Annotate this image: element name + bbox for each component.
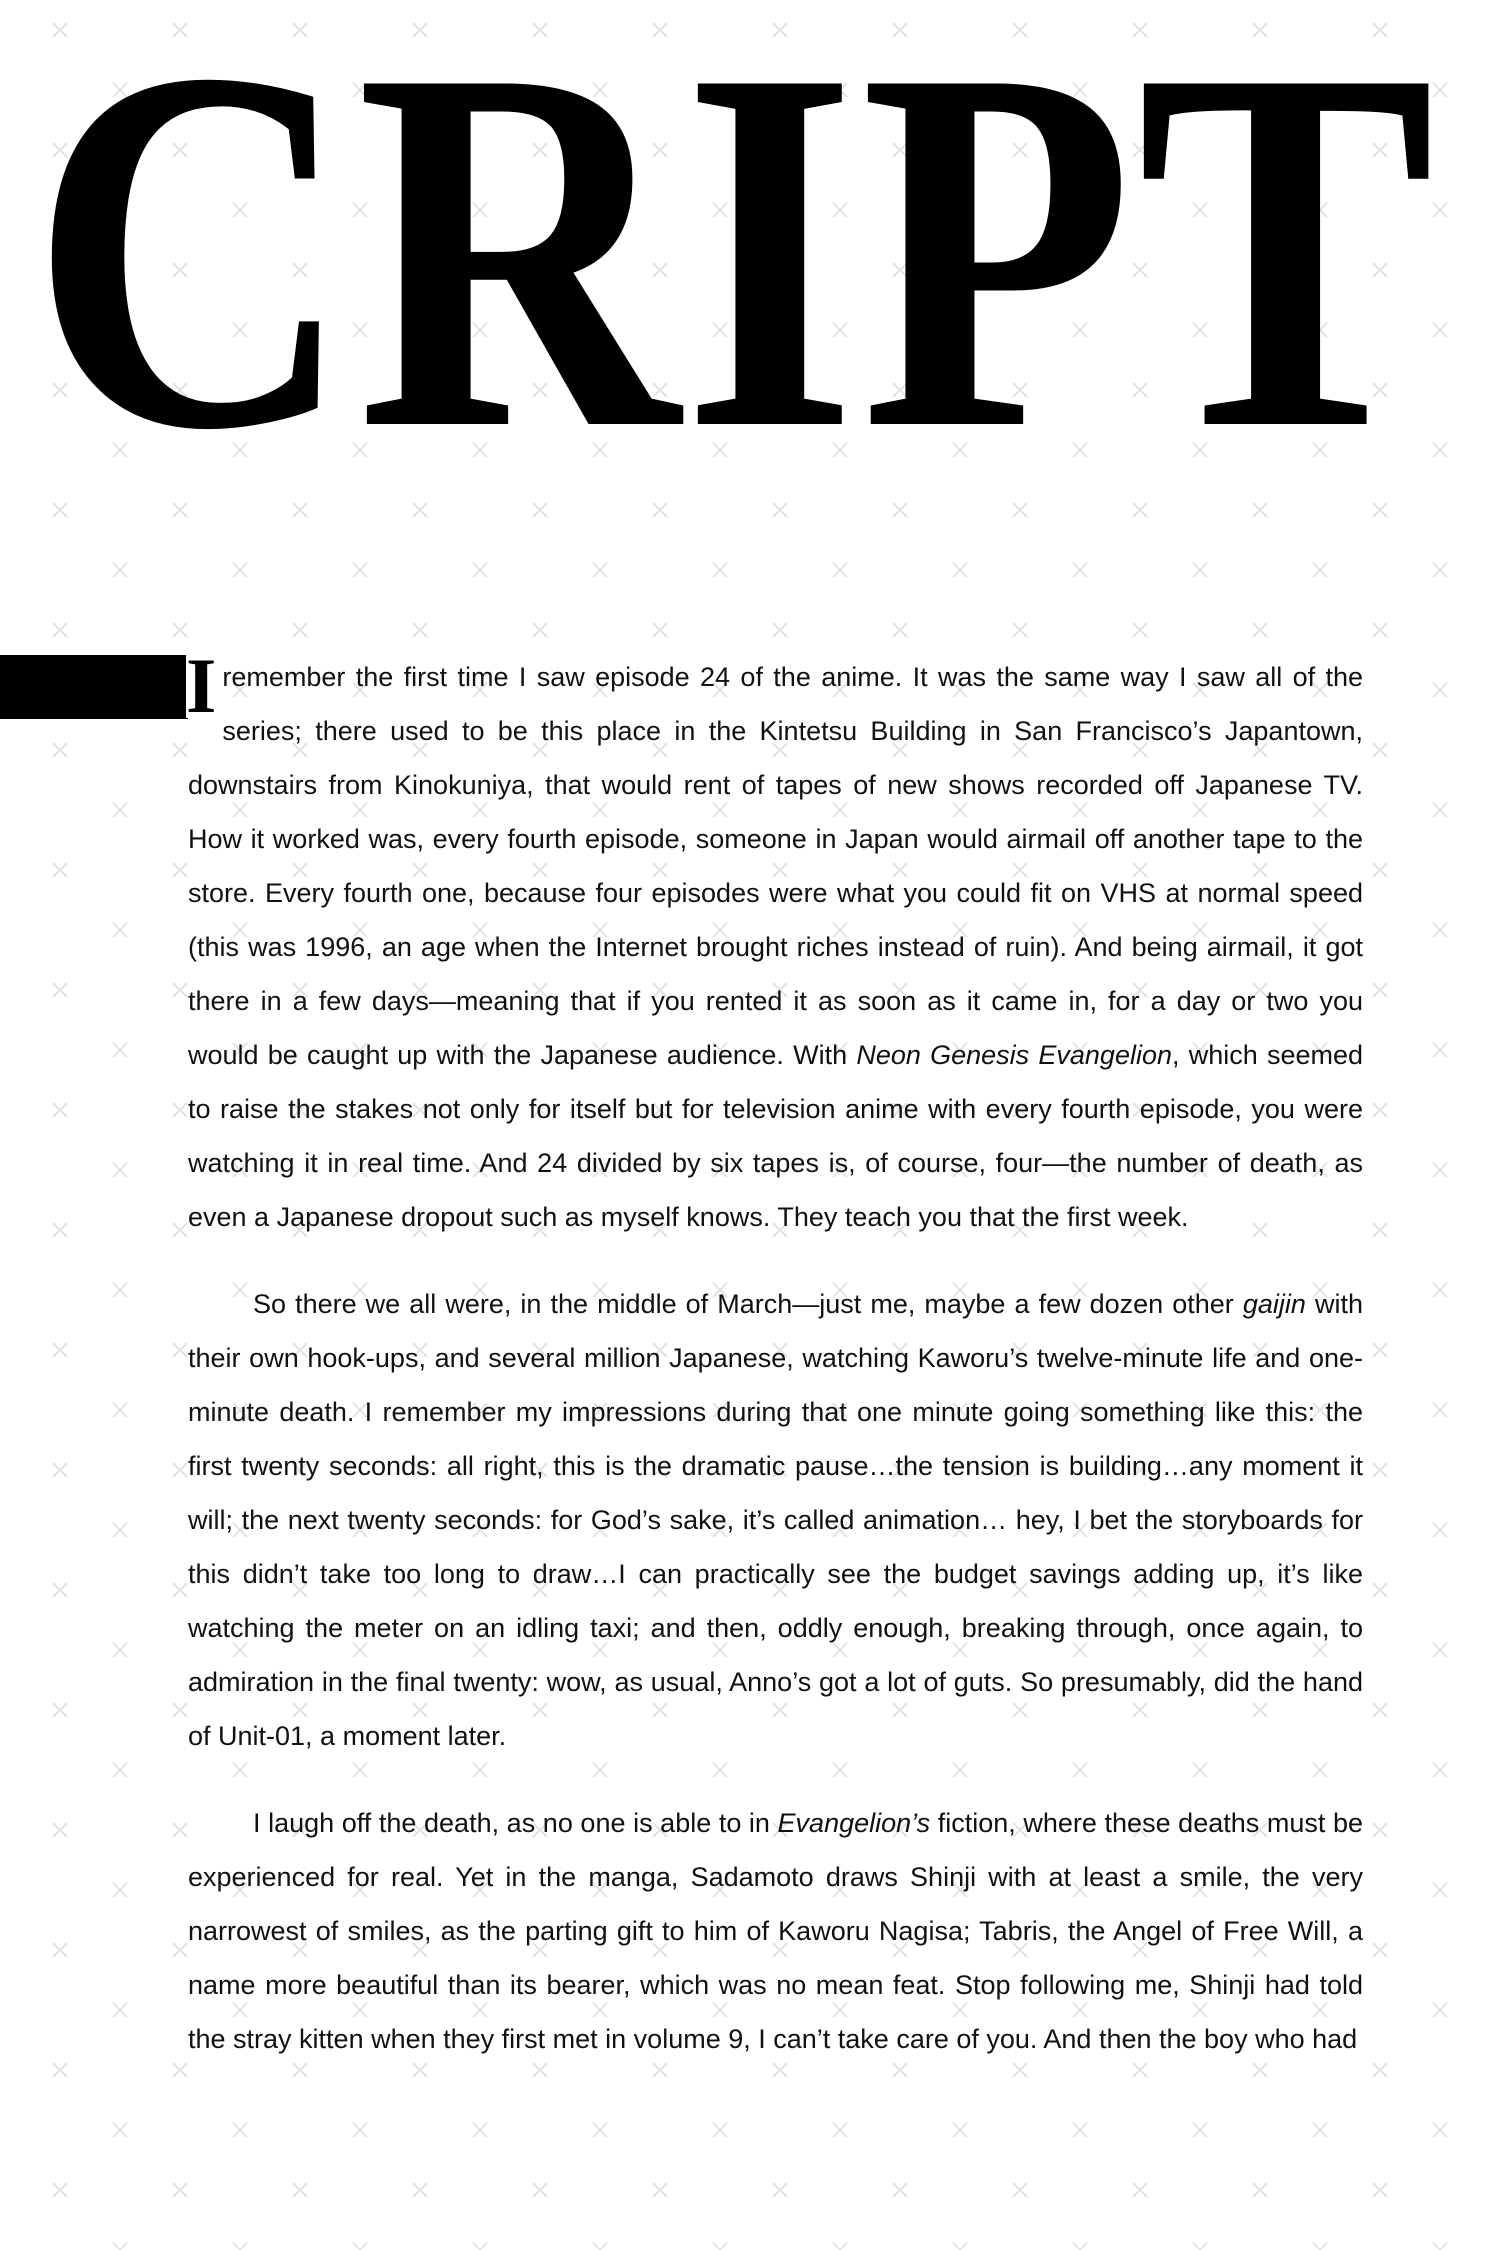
pattern-cross (1373, 1343, 1387, 1357)
pattern-cross (53, 1823, 67, 1837)
pattern-cross (53, 743, 67, 757)
drop-cap: I (186, 642, 217, 729)
pattern-cross (1193, 2123, 1207, 2137)
pattern-cross (653, 623, 667, 637)
paragraph-2-text-a: So there we all were, in the middle of March—just me, maybe a few dozen other (253, 1289, 1243, 1319)
pattern-cross (473, 2243, 487, 2250)
pattern-cross (1133, 623, 1147, 637)
paragraph-1-title: Neon Genesis Evangelion (856, 1040, 1172, 1070)
pattern-cross (1193, 2243, 1207, 2250)
pattern-cross (533, 2183, 547, 2197)
pattern-cross (113, 1523, 127, 1537)
pattern-cross (113, 1043, 127, 1057)
pattern-cross (713, 2123, 727, 2137)
pattern-cross (113, 1643, 127, 1657)
pattern-cross (1373, 1463, 1387, 1477)
pattern-cross (1373, 2063, 1387, 2077)
pattern-cross (413, 623, 427, 637)
pattern-cross (173, 1343, 187, 1357)
paragraph-3-emphasis: Evangelion’s (777, 1808, 931, 1838)
decorative-black-bar (0, 655, 188, 719)
pattern-cross (293, 2183, 307, 2197)
pattern-cross (53, 1343, 67, 1357)
paragraph-1 (186, 642, 1364, 1244)
pattern-cross (773, 623, 787, 637)
page-heading (30, 0, 1500, 600)
pattern-cross (1373, 1823, 1387, 1837)
pattern-cross (1433, 2003, 1447, 2017)
pattern-cross (233, 2243, 247, 2250)
pattern-cross (1373, 2183, 1387, 2197)
pattern-cross (1313, 2123, 1327, 2137)
heading-text: CRIPT (30, 0, 1439, 537)
pattern-cross (173, 1463, 187, 1477)
pattern-cross (1433, 1763, 1447, 1777)
pattern-cross (1373, 1583, 1387, 1597)
pattern-cross (173, 2183, 187, 2197)
paragraph-2 (188, 1277, 1363, 1763)
pattern-cross (1073, 2123, 1087, 2137)
pattern-cross (593, 2243, 607, 2250)
article-body (186, 642, 1364, 2099)
pattern-cross (53, 2183, 67, 2197)
pattern-cross (1313, 2243, 1327, 2250)
pattern-cross (1433, 1883, 1447, 1897)
pattern-cross (773, 2183, 787, 2197)
paragraph-3-text-b: fiction, where these deaths must be experienced for real. Yet in the manga, Sadamoto draws Shinji with at least a smile, the very narrowest of smiles, as the parting gift to him of Kaworu Nagisa; Tabris, the Angel of Free Will, a name more beautiful than its bearer, which was no mean feat. Stop following me, Shinji had told the stray kitten when they first met in volume 9, I can’t take care of you. And then the boy who had (188, 1808, 1363, 2054)
pattern-cross (353, 2123, 367, 2137)
pattern-cross (1433, 2243, 1447, 2250)
pattern-cross (1433, 1043, 1447, 1057)
pattern-cross (113, 803, 127, 817)
pattern-cross (173, 1103, 187, 1117)
pattern-cross (713, 2243, 727, 2250)
pattern-cross (653, 2183, 667, 2197)
pattern-cross (353, 2243, 367, 2250)
pattern-cross (113, 923, 127, 937)
pattern-cross (173, 623, 187, 637)
pattern-cross (53, 1103, 67, 1117)
pattern-cross (53, 1943, 67, 1957)
pattern-cross (593, 2123, 607, 2137)
pattern-cross (473, 2123, 487, 2137)
paragraph-2-emphasis: gaijin (1242, 1289, 1306, 1319)
pattern-cross (1373, 623, 1387, 637)
pattern-cross (1253, 2183, 1267, 2197)
pattern-cross (1373, 743, 1387, 757)
paragraph-3-text-a: I laugh off the death, as no one is able to in (253, 1808, 778, 1838)
pattern-cross (173, 1583, 187, 1597)
pattern-cross (113, 2123, 127, 2137)
pattern-cross (1013, 623, 1027, 637)
pattern-cross (1433, 1523, 1447, 1537)
pattern-cross (1433, 1643, 1447, 1657)
pattern-cross (113, 1163, 127, 1177)
pattern-cross (53, 863, 67, 877)
pattern-cross (113, 1403, 127, 1417)
paragraph-1-text-b: , which seemed to raise the stakes not only for itself but for television anime with every fourth episode, you were watching it in real time. And 24 divided by six tapes is, of course, four—the number of death, as even a Japanese dropout such as myself knows. They teach you that the first week. (188, 1040, 1364, 1232)
pattern-cross (293, 623, 307, 637)
pattern-cross (113, 1283, 127, 1297)
pattern-cross (1253, 623, 1267, 637)
pattern-cross (173, 1223, 187, 1237)
pattern-cross (833, 2123, 847, 2137)
pattern-cross (173, 983, 187, 997)
pattern-cross (833, 2243, 847, 2250)
pattern-cross (1373, 1103, 1387, 1117)
pattern-cross (1433, 683, 1447, 697)
pattern-cross (953, 2123, 967, 2137)
pattern-cross (173, 1943, 187, 1957)
pattern-cross (113, 1763, 127, 1777)
pattern-cross (1373, 1943, 1387, 1957)
pattern-cross (53, 1703, 67, 1717)
pattern-cross (413, 2183, 427, 2197)
pattern-cross (53, 1223, 67, 1237)
pattern-cross (113, 1883, 127, 1897)
paragraph-2-text-b: with their own hook-ups, and several million Japanese, watching Kaworu’s twelve-minute life and one-minute death. I remember my impressions during that one minute going something like this: the first twenty seconds: all right, this is the dramatic pause…the tension is building…any moment it will; the next twenty seconds: for God’s sake, it’s called animation… hey, I bet the storyboards for this didn’t take too long to draw…I can practically see the budget savings adding up, it’s like watching the meter on an idling taxi; and then, oddly enough, breaking through, once again, to admiration in the final twenty: wow, as usual, Anno’s got a lot of guts. So presumably, did the hand of Unit-01, a moment later. (188, 1289, 1363, 1751)
pattern-cross (1373, 983, 1387, 997)
pattern-cross (1373, 863, 1387, 877)
pattern-cross (1373, 1703, 1387, 1717)
pattern-cross (1013, 2183, 1027, 2197)
pattern-cross (1433, 1163, 1447, 1177)
pattern-cross (173, 743, 187, 757)
pattern-cross (1433, 923, 1447, 937)
pattern-cross (533, 623, 547, 637)
pattern-cross (53, 2063, 67, 2077)
pattern-cross (893, 623, 907, 637)
pattern-cross (53, 623, 67, 637)
pattern-cross (953, 2243, 967, 2250)
pattern-cross (173, 1823, 187, 1837)
pattern-cross (173, 1703, 187, 1717)
pattern-cross (53, 1463, 67, 1477)
pattern-cross (1133, 2183, 1147, 2197)
pattern-cross (173, 2063, 187, 2077)
pattern-cross (1373, 1223, 1387, 1237)
pattern-cross (173, 863, 187, 877)
pattern-cross (1433, 1283, 1447, 1297)
paragraph-3 (188, 1796, 1363, 2066)
pattern-cross (1433, 803, 1447, 817)
pattern-cross (53, 1583, 67, 1597)
pattern-cross (113, 2003, 127, 2017)
pattern-cross (1073, 2243, 1087, 2250)
pattern-cross (1433, 2123, 1447, 2137)
pattern-cross (113, 2243, 127, 2250)
pattern-cross (53, 983, 67, 997)
pattern-cross (1433, 1403, 1447, 1417)
pattern-cross (893, 2183, 907, 2197)
pattern-cross (233, 2123, 247, 2137)
paragraph-1-text-a: remember the first time I saw episode 24 of the anime. It was the same way I saw all of the series; there used to be this place in the Kintetsu Building in San Francisco’s Japantown, downstairs from Kinokuniya, that would rent of tapes of new shows recorded off Japanese TV. How it worked was, every fourth episode, someone in Japan would airmail off another tape to the store. Every fourth one, because four episodes were what you could fit on VHS at normal speed (this was 1996, an age when the Internet brought riches instead of ruin). And being airmail, it got there in a few days—meaning that if you rented it as soon as it came in, for a day or two you would be caught up with the Japanese audience. With (188, 662, 1363, 1070)
